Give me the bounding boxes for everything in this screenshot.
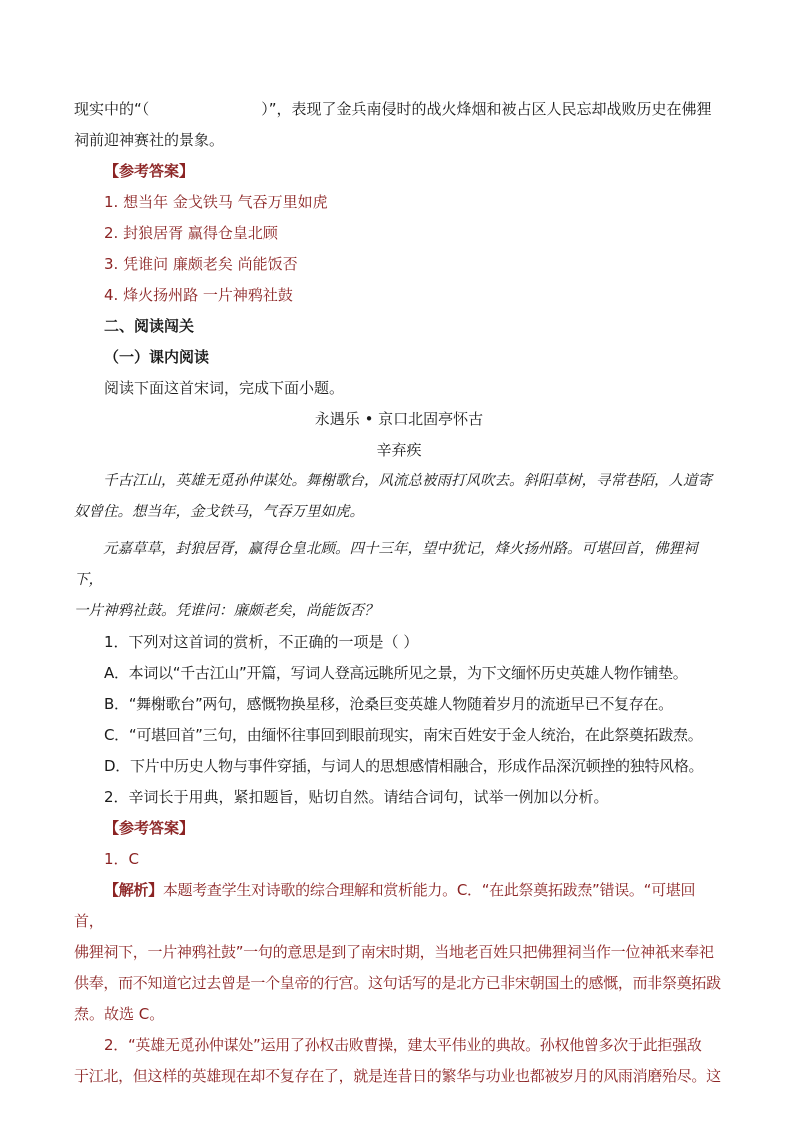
poem-title: 永遇乐 • 京口北固亭怀古	[314, 410, 484, 428]
analysis-line-2: 佛狸祠下，一片神鸦社鼓”一句的意思是到了南宋时期，当地老百姓只把佛狸祠当作一位神祇来奉祀	[74, 943, 714, 961]
analysis-text-1: 本题考查学生对诗歌的综合理解和赏析能力。C．“在此祭奠拓跋焘”错误。“可堪回首，	[74, 881, 696, 930]
question-2: 2．辛词长于用典，紧扣题旨，贴切自然。请结合词句，试举一例加以分析。	[104, 788, 609, 806]
reading-instruction: 阅读下面这首宋词，完成下面小题。	[104, 379, 345, 397]
intro-text-a: 现实中的“（	[74, 100, 150, 118]
option-d: D．下片中历史人物与事件穿插，与词人的思想感情相融合，形成作品深沉顿挫的独特风格。	[104, 757, 704, 775]
intro-text-b: ）”，表现了金兵南侵时的战火烽烟和被占区人民忘却战败历史在佛狸	[261, 100, 712, 118]
answer-q2-line-1: 2．“英雄无觅孙仲谋处”运用了孙权击败曹操，建太平伟业的典故。孙权他曾多次于此拒强敌	[104, 1036, 702, 1054]
answer-q1: 1．C	[104, 850, 140, 868]
answer-item-3: 3. 凭谁问 廉颇老矣 尚能饭否	[104, 255, 298, 273]
analysis-line-4: 焘。故选 C。	[74, 1005, 165, 1023]
poem-stanza-1-line-2: 奴曾住。想当年，金戈铁马，气吞万里如虎。	[74, 504, 364, 520]
answer-heading-1: 【参考答案】	[104, 162, 195, 180]
question-1: 1．下列对这首词的赏析，不正确的一项是（ ）	[104, 633, 419, 651]
poem-stanza-2-line-2: 一片神鸦社鼓。凭谁问：廉颇老矣，尚能饭否？	[74, 603, 379, 619]
option-c: C．“可堪回首”三句，由缅怀往事回到眼前现实，南宋百姓安于金人统治，在此祭奠拓跋焘。	[104, 726, 703, 744]
answer-q2-line-2: 于江北，但这样的英雄现在却不复存在了，就是连昔日的繁华与功业也都被岁月的风雨消磨殆尽。这	[74, 1067, 721, 1085]
option-b: B．“舞榭歌台”两句，感慨物换星移，沧桑巨变英雄人物随着岁月的流逝早已不复存在。	[104, 695, 673, 713]
poem-author: 辛弃疾	[376, 441, 422, 459]
analysis-line-1	[74, 875, 724, 937]
poem-stanza-1-line-1: 千古江山，英雄无觅孙仲谋处。舞榭歌台，风流总被雨打风吹去。斜阳草树，寻常巷陌，人道寄	[103, 473, 712, 489]
option-a: A．本词以“千古江山”开篇，写词人登高远眺所见之景，为下文缅怀历史英雄人物作铺垫。	[104, 664, 688, 682]
answer-item-4: 4. 烽火扬州路 一片神鸦社鼓	[104, 286, 293, 304]
answer-item-2: 2. 封狼居胥 赢得仓皇北顾	[104, 224, 278, 242]
intro-line-2: 祠前迎神赛社的景象。	[74, 131, 225, 149]
answer-heading-2: 【参考答案】	[104, 819, 195, 837]
section-title: 二、阅读闯关	[104, 317, 195, 335]
poem-stanza-2-line-1: 元嘉草草，封狼居胥，赢得仓皇北顾。四十三年，望中犹记，烽火扬州路。可堪回首，佛狸祠下，	[74, 541, 698, 588]
document-content	[74, 94, 724, 1092]
section-subtitle: （一）课内阅读	[104, 348, 210, 366]
intro-line-1	[74, 94, 724, 125]
analysis-line-3: 供奉，而不知道它过去曾是一个皇帝的行宫。这句话写的是北方已非宋朝国土的感慨，而非祭奠拓跋	[74, 974, 721, 992]
answer-item-1: 1. 想当年 金戈铁马 气吞万里如虎	[104, 193, 328, 211]
analysis-tag: 【解析】	[104, 881, 163, 899]
